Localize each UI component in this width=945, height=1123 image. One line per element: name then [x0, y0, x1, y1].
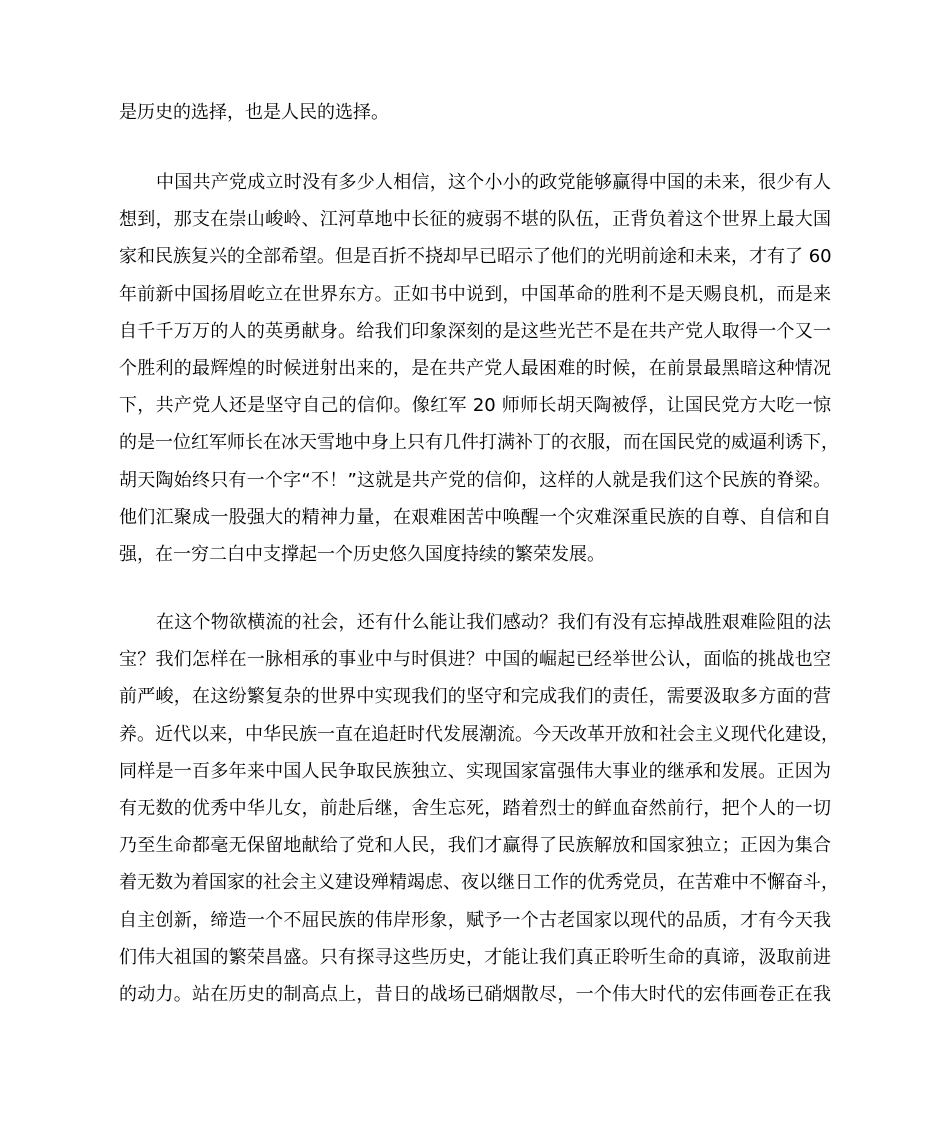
text-line: 们伟大祖国的繁荣昌盛。只有探寻这些历史，才能让我们真正聆听生命的真谛，汲取前进 — [119, 946, 831, 968]
paragraph-continuation — [119, 94, 831, 131]
text-line: 前严峻，在这纷繁复杂的世界中实现我们的坚守和完成我们的责任，需要汲取多方面的营 — [119, 686, 831, 708]
text-line: 中国共产党成立时没有多少人相信，这个小小的政党能够赢得中国的未来，很少有人 — [156, 172, 831, 193]
text-line: 年前新中国扬眉屹立在世界东方。正如书中说到，中国革命的胜利不是天赐良机，而是来 — [119, 283, 831, 305]
paragraph-communist-party-faith — [119, 164, 839, 573]
text-line: 宝？我们怎样在一脉相承的事业中与时俱进？中国的崛起已经举世公认，面临的挑战也空 — [119, 649, 831, 671]
text-line: 着无数为着国家的社会主义建设殚精竭虑、夜以继日工作的优秀党员，在苦难中不懈奋斗， — [119, 872, 839, 894]
text-line: 养。近代以来，中华民族一直在追赶时代发展潮流。今天改革开放和社会主义现代化建设， — [119, 723, 839, 745]
text-line: 强，在一穷二白中支撑起一个历史悠久国度持续的繁荣发展。 — [119, 543, 605, 565]
text-line: 个胜利的最辉煌的时候迸射出来的，是在共产党人最困难的时候，在前景最黑暗这种情况 — [119, 357, 831, 379]
text-line: 他们汇聚成一股强大的精神力量，在艰难困苦中唤醒一个灾难深重民族的自尊、自信和自 — [119, 506, 831, 528]
text-line: 有无数的优秀中华儿女，前赴后继，舍生忘死，踏着烈士的鲜血奋然前行，把个人的一切 — [119, 797, 831, 819]
text-line: 自主创新，缔造一个不屈民族的伟岸形象，赋予一个古老国家以现代的品质，才有今天我 — [119, 909, 831, 931]
text-line: 想到，那支在崇山峻岭、江河草地中长征的疲弱不堪的队伍，正背负着这个世界上最大国 — [119, 209, 831, 231]
text-line: 自千千万万的人的英勇献身。给我们印象深刻的是这些光芒不是在共产党人取得一个又一 — [119, 320, 831, 342]
text-line: 家和民族复兴的全部希望。但是百折不挠却早已昭示了他们的光明前途和未来，才有了 60 — [119, 246, 832, 268]
text-line: 下，共产党人还是坚守自己的信仰。像红军 20 师师长胡天陶被俘，让国民党方大吃一惊 — [119, 395, 831, 417]
paragraph-modern-society — [119, 604, 839, 1013]
text-line: 的动力。站在历史的制高点上，昔日的战场已硝烟散尽，一个伟大时代的宏伟画卷正在我 — [119, 983, 831, 1005]
text-line: 的是一位红军师长在冰天雪地中身上只有几件打满补丁的衣服，而在国民党的威逼利诱下， — [119, 432, 839, 454]
text-line: 乃至生命都毫无保留地献给了党和人民，我们才赢得了民族解放和国家独立；正因为集合 — [119, 835, 831, 857]
text-line: 是历史的选择，也是人民的选择。 — [119, 102, 389, 123]
text-line: 同样是一百多年来中国人民争取民族独立、实现国家富强伟大事业的继承和发展。正因为 — [119, 760, 831, 782]
text-line: 在这个物欲横流的社会，还有什么能让我们感动？我们有没有忘掉战胜艰难险阻的法 — [156, 612, 831, 633]
text-line: 胡天陶始终只有一个字“不！”这就是共产党的信仰，这样的人就是我们这个民族的脊梁。 — [119, 469, 831, 491]
